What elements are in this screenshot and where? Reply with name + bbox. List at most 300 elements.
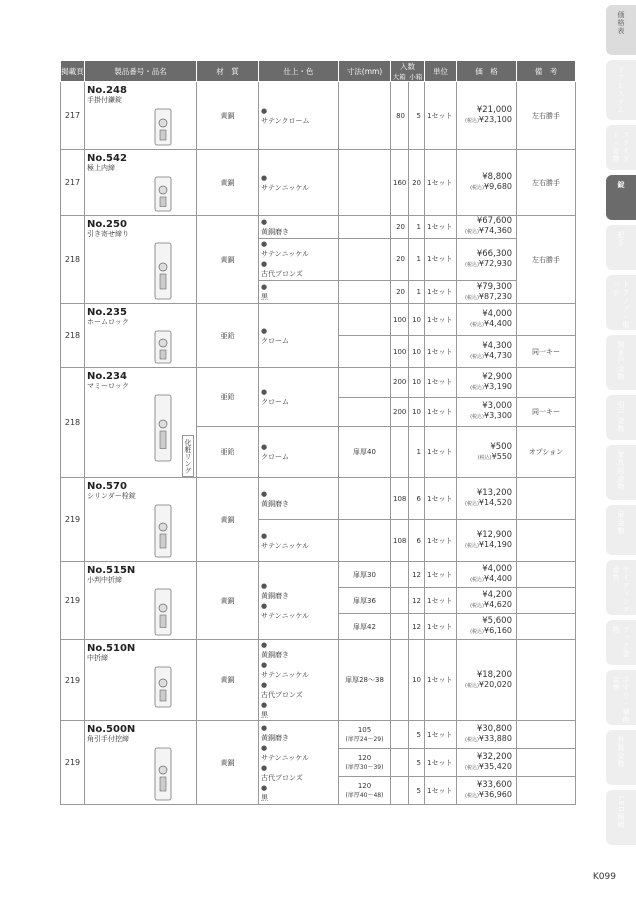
- tax-label: (税込): [465, 229, 479, 236]
- tax-label: (税込): [465, 294, 479, 301]
- size: 120: [357, 782, 372, 790]
- size-cell: [339, 640, 391, 721]
- page-ref: 218: [61, 216, 85, 304]
- side-tab[interactable]: 引戸金物: [606, 395, 636, 440]
- price-with-tax: ¥72,930: [478, 258, 512, 268]
- tax-label: (税込): [470, 185, 484, 191]
- table-row: [61, 82, 576, 150]
- price-cell: [457, 721, 517, 749]
- material: 黄銅: [197, 562, 259, 640]
- side-tab[interactable]: 把手: [606, 225, 636, 270]
- finish-item: ● サテンニッケル: [261, 240, 310, 259]
- product-name: シリンダー栓錠: [87, 492, 136, 500]
- qty-large: 200: [391, 397, 409, 427]
- size-cell: [339, 304, 391, 336]
- qty-large: 20: [391, 281, 409, 304]
- page-ref: 219: [61, 640, 85, 721]
- price-with-tax: ¥35,420: [478, 762, 512, 771]
- qty-large: 80: [391, 82, 409, 150]
- header-material: 材 質: [197, 61, 259, 82]
- price-cell: [457, 150, 517, 216]
- price: ¥67,600: [476, 216, 512, 227]
- material: 黄銅: [197, 216, 259, 304]
- qty-large: [391, 427, 409, 478]
- header-note: 備 考: [517, 61, 576, 82]
- finish-cell: [259, 281, 339, 304]
- size: 扉厚42: [353, 622, 376, 631]
- finish-cell: [259, 478, 339, 520]
- unit: 1セット: [425, 562, 457, 588]
- table-row: [61, 721, 576, 749]
- header-qty-large: 大箱: [392, 73, 406, 81]
- qty-small: 10: [409, 304, 425, 336]
- size: 105: [357, 726, 372, 734]
- finish-item: ● サテンニッケル: [261, 661, 310, 679]
- price-cell: [457, 562, 517, 588]
- side-tab[interactable]: 開き戸金物: [606, 335, 636, 390]
- tax-label: (税込): [470, 603, 484, 609]
- size-cell: [339, 520, 391, 562]
- tax-label: (税込): [477, 454, 492, 461]
- price: ¥4,200: [482, 590, 512, 600]
- header-unit: 単位: [425, 61, 457, 82]
- price-with-tax: ¥3,190: [484, 381, 512, 391]
- size-cell: [339, 588, 391, 614]
- qty-large: [391, 640, 409, 721]
- size-cell: [339, 82, 391, 150]
- finish-item: ● 黄銅磨き: [261, 581, 289, 600]
- size-cell: [339, 749, 391, 777]
- price-cell: [457, 281, 517, 304]
- finish-item: ● 黄銅磨き: [261, 489, 289, 508]
- tax-label: (税込): [470, 414, 484, 421]
- size-cell: [339, 216, 391, 239]
- size-cell: [339, 562, 391, 588]
- finish-cell: [259, 721, 339, 805]
- price-cell: [457, 588, 517, 614]
- product-name-cell: [85, 216, 197, 304]
- header-page: 掲載頁: [61, 61, 85, 82]
- size-cell: [339, 397, 391, 427]
- qty-small: 10: [409, 336, 425, 368]
- qty-small: 5: [409, 721, 425, 749]
- page-ref: 217: [61, 150, 85, 216]
- material: 亜鉛: [197, 304, 259, 368]
- product-name-cell: [85, 562, 197, 640]
- page-ref: 218: [61, 368, 85, 478]
- header-qty-small: 小箱: [409, 73, 423, 81]
- finish-item: ● 黒: [261, 283, 268, 302]
- price-with-tax: ¥550: [491, 451, 512, 461]
- price-cell: [457, 397, 517, 427]
- size-cell: [339, 281, 391, 304]
- finish-item: ● 古代ブロンズ: [261, 681, 303, 699]
- size-range: (扉厚30～39): [345, 764, 384, 771]
- material: 黄銅: [197, 150, 259, 216]
- table-row: [61, 562, 576, 588]
- qty-small: 6: [409, 520, 425, 562]
- table-row: [61, 478, 576, 520]
- product-name: 手掛付鎌錠: [87, 96, 122, 104]
- qty-large: 108: [391, 478, 409, 520]
- finish-cell: [259, 304, 339, 368]
- qty-large: 200: [391, 368, 409, 398]
- qty-small: 5: [409, 82, 425, 150]
- qty-small: 12: [409, 588, 425, 614]
- product-name-cell: [85, 368, 197, 478]
- qty-small: 1: [409, 281, 425, 304]
- tax-label: (税込): [470, 354, 484, 360]
- qty-small: 20: [409, 150, 425, 216]
- size-cell: [339, 777, 391, 805]
- product-number: No.234: [87, 371, 127, 382]
- finish-item: ● 黄銅磨き: [261, 217, 289, 236]
- note: [517, 721, 576, 749]
- price: ¥500: [490, 441, 512, 452]
- unit: 1セット: [425, 368, 457, 398]
- qty-small: 12: [409, 562, 425, 588]
- size: 扉厚28～38: [345, 676, 384, 684]
- price-with-tax: ¥14,190: [478, 540, 512, 549]
- price-cell: [457, 238, 517, 280]
- header-finish: 仕上・色: [259, 61, 339, 82]
- price-cell: [457, 777, 517, 805]
- header-qty-label: 入数: [400, 62, 415, 71]
- header-size: 寸法(mm): [339, 61, 391, 82]
- ring-label: 化粧リング: [182, 435, 194, 477]
- price: ¥2,900: [482, 371, 512, 382]
- price-cell: [457, 336, 517, 368]
- side-tab[interactable]: 家具用金物: [606, 445, 636, 500]
- side-tab[interactable]: 扉金物: [606, 505, 636, 555]
- unit: 1セット: [425, 588, 457, 614]
- product-thumbnail-icon: [147, 175, 181, 213]
- qty-small: 10: [409, 368, 425, 398]
- table-row: [61, 150, 576, 216]
- product-name-cell: [85, 304, 197, 368]
- finish-cell: [259, 562, 339, 640]
- qty-large: [391, 614, 409, 640]
- product-thumbnail-icon: [147, 665, 181, 709]
- finish-item: ● サテンクローム: [261, 106, 310, 125]
- product-name-cell: [85, 640, 197, 721]
- finish-item: ● 黄銅磨き: [261, 723, 289, 742]
- unit: 1セット: [425, 721, 457, 749]
- material: 亜鉛: [197, 368, 259, 427]
- tax-label: (税込): [470, 322, 484, 328]
- product-number: No.500N: [87, 724, 136, 735]
- product-thumbnail-icon: [147, 241, 181, 301]
- size-cell: [339, 478, 391, 520]
- finish-cell: [259, 368, 339, 427]
- product-name: 極上内締: [87, 164, 115, 172]
- price: ¥12,900: [476, 530, 512, 540]
- size-cell: [339, 150, 391, 216]
- price-with-tax: ¥6,160: [484, 626, 512, 635]
- table-row: [61, 216, 576, 239]
- price: ¥8,800: [482, 172, 512, 182]
- header-price: 価 格: [457, 61, 517, 82]
- note: [517, 614, 576, 640]
- note: [517, 368, 576, 398]
- finish-cell: [259, 640, 339, 721]
- finish-cell: [259, 238, 339, 280]
- price-table: [60, 60, 576, 805]
- price: ¥4,000: [482, 564, 512, 574]
- size: 扉厚40: [353, 448, 376, 456]
- note: [517, 588, 576, 614]
- note: 左右勝手: [517, 150, 576, 216]
- table-row: [61, 304, 576, 336]
- side-index: [602, 0, 636, 900]
- table-row: [61, 368, 576, 398]
- unit: 1セット: [425, 749, 457, 777]
- side-tab[interactable]: LED照明: [606, 790, 636, 845]
- tax-label: (税込): [470, 384, 484, 391]
- side-tab[interactable]: 価格表: [606, 5, 636, 55]
- product-thumbnail-icon: [147, 107, 181, 147]
- qty-small: 12: [409, 614, 425, 640]
- tax-label: (税込): [465, 737, 479, 743]
- side-tab[interactable]: 錠: [606, 175, 636, 220]
- unit: 1セット: [425, 397, 457, 427]
- price-cell: [457, 216, 517, 239]
- product-name: 引き寄せ締り: [87, 230, 129, 238]
- page-ref: 219: [61, 562, 85, 640]
- price-with-tax: ¥36,960: [478, 790, 512, 799]
- finish-item: ● 古代ブロンズ: [261, 260, 303, 279]
- material: 黄銅: [197, 82, 259, 150]
- qty-small: 1: [409, 427, 425, 478]
- price-with-tax: ¥23,100: [478, 115, 512, 124]
- product-number: No.248: [87, 85, 127, 96]
- side-tab[interactable]: ドアシステム: [606, 60, 636, 120]
- qty-small: 1: [409, 238, 425, 280]
- unit: 1セット: [425, 478, 457, 520]
- price: ¥13,200: [476, 488, 512, 498]
- qty-large: [391, 588, 409, 614]
- price: ¥18,200: [476, 669, 512, 680]
- page-number: K099: [592, 872, 616, 882]
- unit: 1セット: [425, 427, 457, 478]
- note: [517, 304, 576, 336]
- note: オプション: [517, 427, 576, 478]
- qty-small: 10: [409, 397, 425, 427]
- price-with-tax: ¥4,400: [484, 574, 512, 583]
- material: 黄銅: [197, 640, 259, 721]
- unit: 1セット: [425, 216, 457, 239]
- finish-item: ● 黄銅磨き: [261, 641, 289, 659]
- price-cell: [457, 749, 517, 777]
- size-cell: [339, 427, 391, 478]
- qty-small: 6: [409, 478, 425, 520]
- size: 120: [357, 754, 372, 762]
- product-number: No.515N: [87, 565, 136, 576]
- note: [517, 478, 576, 520]
- size-range: (扉厚40～48): [345, 792, 384, 799]
- qty-large: 160: [391, 150, 409, 216]
- tax-label: (税込): [465, 118, 479, 124]
- unit: 1セット: [425, 520, 457, 562]
- product-number: No.235: [87, 307, 127, 318]
- price-cell: [457, 82, 517, 150]
- price-with-tax: ¥4,620: [484, 600, 512, 609]
- qty-small: 10: [409, 640, 425, 721]
- qty-large: 100: [391, 304, 409, 336]
- tax-label: (税込): [470, 629, 484, 635]
- material: 亜鉛: [197, 427, 259, 478]
- unit: 1セット: [425, 304, 457, 336]
- side-tab[interactable]: スライダー・金物: [606, 125, 636, 170]
- finish-item: ● クローム: [261, 388, 289, 406]
- unit: 1セット: [425, 238, 457, 280]
- price-cell: [457, 520, 517, 562]
- product-name-cell: [85, 82, 197, 150]
- unit: 1セット: [425, 640, 457, 721]
- page-ref: 219: [61, 721, 85, 805]
- product-name-cell: [85, 478, 197, 562]
- tax-label: (税込): [465, 765, 479, 771]
- material: 黄銅: [197, 721, 259, 805]
- size-cell: [339, 238, 391, 280]
- finish-cell: [259, 150, 339, 216]
- price-cell: [457, 427, 517, 478]
- page-ref: 218: [61, 304, 85, 368]
- side-tab[interactable]: 手すり・補助金物: [606, 670, 636, 725]
- price-with-tax: ¥87,230: [478, 291, 512, 301]
- finish-item: ● 黒: [261, 701, 268, 719]
- price-with-tax: ¥4,400: [484, 319, 512, 328]
- finish-item: ● クローム: [261, 326, 289, 345]
- side-tab[interactable]: ドアノブ・取っ手: [606, 275, 636, 330]
- finish-item: ● サテンニッケル: [261, 601, 310, 620]
- price: ¥32,200: [476, 752, 512, 762]
- price-table-wrapper: [60, 60, 575, 805]
- price-with-tax: ¥20,020: [478, 679, 512, 689]
- unit: 1セット: [425, 82, 457, 150]
- price-cell: [457, 478, 517, 520]
- tax-label: (税込): [470, 577, 484, 583]
- qty-small: 5: [409, 749, 425, 777]
- qty-large: 100: [391, 336, 409, 368]
- qty-large: 108: [391, 520, 409, 562]
- product-number: No.510N: [87, 643, 136, 654]
- price: ¥33,600: [476, 780, 512, 790]
- price-with-tax: ¥74,360: [478, 226, 512, 236]
- note: [517, 520, 576, 562]
- tax-label: (税込): [465, 543, 479, 549]
- tax-label: (税込): [465, 261, 479, 268]
- note: 左右勝手: [517, 82, 576, 150]
- qty-large: 20: [391, 238, 409, 280]
- note: [517, 777, 576, 805]
- side-tab[interactable]: フック金物: [606, 620, 636, 665]
- note: [517, 749, 576, 777]
- header-name: 製品番号・品名: [85, 61, 197, 82]
- qty-small: 5: [409, 777, 425, 805]
- price-with-tax: ¥4,730: [484, 351, 512, 360]
- header-qty: [391, 61, 425, 82]
- price-with-tax: ¥14,520: [478, 498, 512, 507]
- tax-label: (税込): [465, 501, 479, 507]
- qty-large: 20: [391, 216, 409, 239]
- price: ¥66,300: [476, 248, 512, 259]
- qty-large: [391, 562, 409, 588]
- size-cell: [339, 368, 391, 398]
- unit: 1セット: [425, 777, 457, 805]
- price-with-tax: ¥3,300: [484, 411, 512, 421]
- page-ref: 219: [61, 478, 85, 562]
- size-cell: [339, 614, 391, 640]
- price-cell: [457, 304, 517, 336]
- unit: 1セット: [425, 614, 457, 640]
- note: [517, 562, 576, 588]
- product-thumbnail-icon: [147, 746, 181, 802]
- product-number: No.250: [87, 219, 127, 230]
- finish-item: ● クローム: [261, 443, 289, 461]
- note: 左右勝手: [517, 216, 576, 304]
- size-range: (扉厚24～29): [345, 736, 384, 743]
- product-thumbnail-icon: [147, 393, 181, 463]
- price-with-tax: ¥33,880: [478, 734, 512, 743]
- size: 扉厚36: [353, 596, 376, 605]
- finish-item: ● 黒: [261, 783, 268, 802]
- price-cell: [457, 614, 517, 640]
- table-header: [61, 61, 576, 82]
- side-tab[interactable]: サイディング金物: [606, 560, 636, 615]
- finish-item: ● サテンニッケル: [261, 531, 310, 550]
- finish-cell: [259, 520, 339, 562]
- size: 扉厚30: [353, 570, 376, 579]
- qty-large: [391, 777, 409, 805]
- product-thumbnail-icon: [147, 587, 181, 637]
- finish-cell: [259, 82, 339, 150]
- finish-cell: [259, 427, 339, 478]
- note: [517, 640, 576, 721]
- product-number: No.570: [87, 481, 127, 492]
- price: ¥30,800: [476, 724, 512, 734]
- note: 同一キー: [517, 336, 576, 368]
- finish-item: ● 古代ブロンズ: [261, 763, 303, 782]
- qty-small: 1: [409, 216, 425, 239]
- unit: 1セット: [425, 281, 457, 304]
- price-cell: [457, 640, 517, 721]
- product-name: マミーロック: [87, 382, 129, 390]
- tax-label: (税込): [465, 793, 479, 799]
- side-tab[interactable]: 外装金物: [606, 730, 636, 785]
- price-cell: [457, 368, 517, 398]
- product-thumbnail-icon: [147, 503, 181, 559]
- product-name: 角引手付挖締: [87, 735, 129, 743]
- product-thumbnail-icon: [147, 329, 181, 365]
- tax-label: (税込): [465, 682, 479, 689]
- product-name: 中折締: [87, 654, 108, 662]
- price-with-tax: ¥9,680: [484, 182, 512, 191]
- price: ¥5,600: [482, 616, 512, 626]
- product-name: ホームロック: [87, 318, 129, 326]
- size-cell: [339, 336, 391, 368]
- unit: 1セット: [425, 150, 457, 216]
- note: 同一キー: [517, 397, 576, 427]
- price: ¥3,000: [482, 401, 512, 412]
- qty-large: [391, 749, 409, 777]
- finish-item: ● サテンニッケル: [261, 173, 310, 192]
- qty-large: [391, 721, 409, 749]
- material: 黄銅: [197, 478, 259, 562]
- product-name: 小判中折締: [87, 576, 122, 584]
- product-name-cell: [85, 721, 197, 805]
- price: ¥4,000: [482, 309, 512, 319]
